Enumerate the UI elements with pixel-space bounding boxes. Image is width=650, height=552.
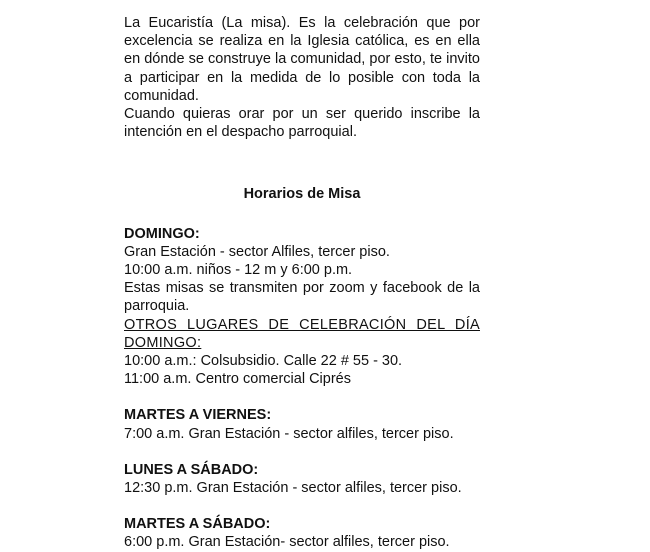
section-heading: MARTES A SÁBADO: <box>124 516 271 533</box>
schedule-line: 12:30 p.m. Gran Estación - sector alfiles, tercer piso. <box>124 480 462 497</box>
page-title: Horarios de Misa <box>243 186 361 203</box>
schedule-line: Gran Estación - sector Alfiles, tercer piso. <box>124 243 390 260</box>
section-heading: DOMINGO: <box>124 225 200 242</box>
schedule-section-lunes-sabado <box>124 461 480 497</box>
schedule-line: 10:00 a.m.: Colsubsidio. Calle 22 # 55 - 30. <box>124 353 403 370</box>
intro-paragraph: Cuando quieras orar por un ser querido inscribe la intención en el despacho parroquial. <box>124 106 480 141</box>
section-heading: MARTES A VIERNES: <box>124 407 272 424</box>
schedule-line: 10:00 a.m. niños - 12 m y 6:00 p.m. <box>124 262 353 279</box>
schedule-line: 6:00 p.m. Gran Estación- sector alfiles, tercer piso. <box>124 534 450 551</box>
intro-text <box>124 14 480 141</box>
section-heading: LUNES A SÁBADO: <box>124 461 259 478</box>
schedule-section-martes-viernes <box>124 406 480 442</box>
section-subheading: OTROS LUGARES DE CELEBRACIÓN DEL DÍA DOMINGO: <box>124 316 480 351</box>
schedule-section-martes-sabado <box>124 515 480 551</box>
schedule-line: 7:00 a.m. Gran Estación - sector alfiles, tercer piso. <box>124 425 454 442</box>
document-page <box>124 14 480 552</box>
schedule-section-domingo <box>124 225 480 389</box>
schedule-line: Estas misas se transmiten por zoom y facebook de la parroquia. <box>124 280 480 315</box>
intro-paragraph: La Eucaristía (La misa). Es la celebración que por excelencia se realiza en la Iglesia católica, es en ella en dónde se construye la comunidad, por esto, te invito a participar en la medida de lo posible con toda la comunidad. <box>124 15 480 104</box>
schedule-line: 11:00 a.m. Centro comercial Ciprés <box>124 371 351 388</box>
